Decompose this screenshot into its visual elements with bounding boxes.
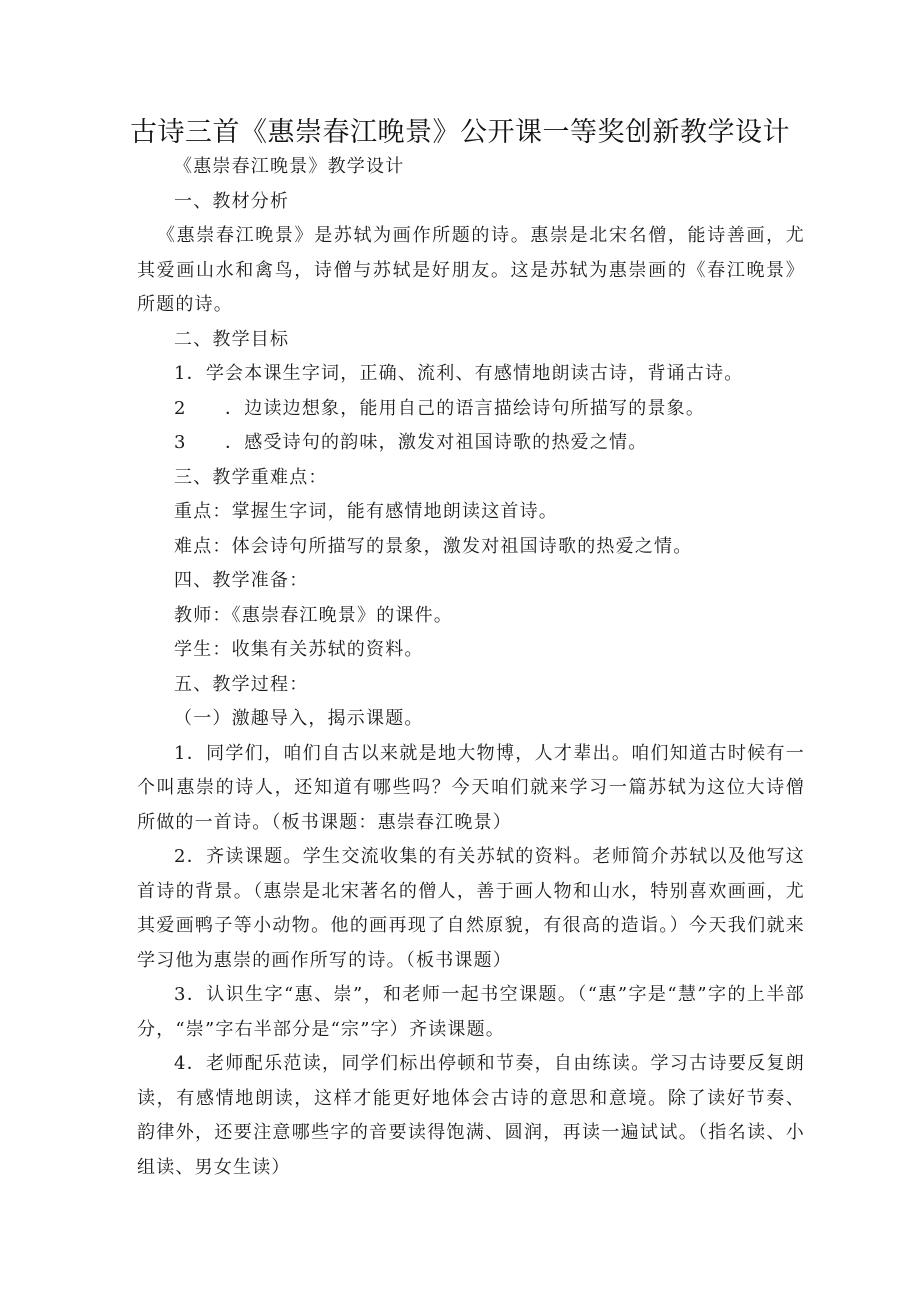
student-prep: 学生：收集有关苏轼的资料。 bbox=[174, 639, 424, 660]
goal-item-1: 1．学会本课生字词，正确、流利、有感情地朗读古诗，背诵古诗。 bbox=[174, 363, 744, 384]
goal-item-2: 2 ．边读边想象，能用自己的语言描绘诗句所描写的景象。 bbox=[174, 397, 706, 419]
process-step-2: 2．齐读课题。学生交流收集的有关苏轼的资料。老师简介苏轼以及他写这首诗的背景。（惠崇是北宋著名的僧人，善于画人物和山水，特别喜欢画画，尤其爱画鸭子等小动物。他的画再现了自然原貌，有很高的造诣。）今天我们就来学习他为惠崇的画作所写的诗。（板书课题） bbox=[137, 846, 805, 971]
subtitle: 《惠崇春江晚景》教学设计 bbox=[174, 156, 405, 177]
section-heading-2: 二、教学目标 bbox=[174, 328, 290, 350]
process-step-3: 3．认识生字“惠、崇”，和老师一起书空课题。（“惠”字是“慧”字的上半部分，“崇”字右半部分是“宗”字）齐读课题。 bbox=[137, 984, 805, 1040]
teacher-prep: 教师：《惠崇春江晚景》的课件。 bbox=[174, 604, 453, 626]
process-step-1: 1．同学们，咱们自古以来就是地大物博，人才辈出。咱们知道古时候有一个叫惠崇的诗人，还知道有哪些吗？今天咱们就来学习一篇苏轼为这位大诗僧所做的一首诗。（板书课题：惠崇春江晚景） bbox=[137, 742, 805, 833]
document-body bbox=[137, 150, 805, 1185]
key-point: 重点：掌握生字词，能有感情地朗读这首诗。 bbox=[174, 501, 558, 522]
section-heading-3: 三、教学重难点： bbox=[174, 466, 328, 488]
section-heading-1: 一、教材分析 bbox=[174, 190, 290, 212]
goal-item-3: 3 ．感受诗句的韵味，激发对祖国诗歌的热爱之情。 bbox=[174, 432, 648, 453]
document-title: 古诗三首《惠崇春江晚景》公开课一等奖创新教学设计 bbox=[130, 117, 790, 148]
section-heading-5: 五、教学过程： bbox=[174, 673, 309, 695]
section-heading-4: 四、教学准备： bbox=[174, 570, 309, 591]
difficulty-point: 难点：体会诗句所描写的景象，激发对祖国诗歌的热爱之情。 bbox=[174, 535, 693, 557]
sub-heading-1: （一）激趣导入，揭示课题。 bbox=[174, 708, 424, 729]
process-step-4: 4．老师配乐范读，同学们标出停顿和节奏，自由练读。学习古诗要反复朗读，有感情地朗读，这样才能更好地体会古诗的意思和意境。除了读好节奏、韵律外，还要注意哪些字的音要读得饱满、圆润，再读一遍试试。（指名读、小组读、男女生读） bbox=[137, 1053, 805, 1178]
paragraph-analysis: 《惠崇春江晚景》是苏轼为画作所题的诗。惠崇是北宋名僧，能诗善画，尤其爱画山水和禽鸟，诗僧与苏轼是好朋友。这是苏轼为惠崇画的《春江晚景》所题的诗。 bbox=[137, 225, 805, 315]
